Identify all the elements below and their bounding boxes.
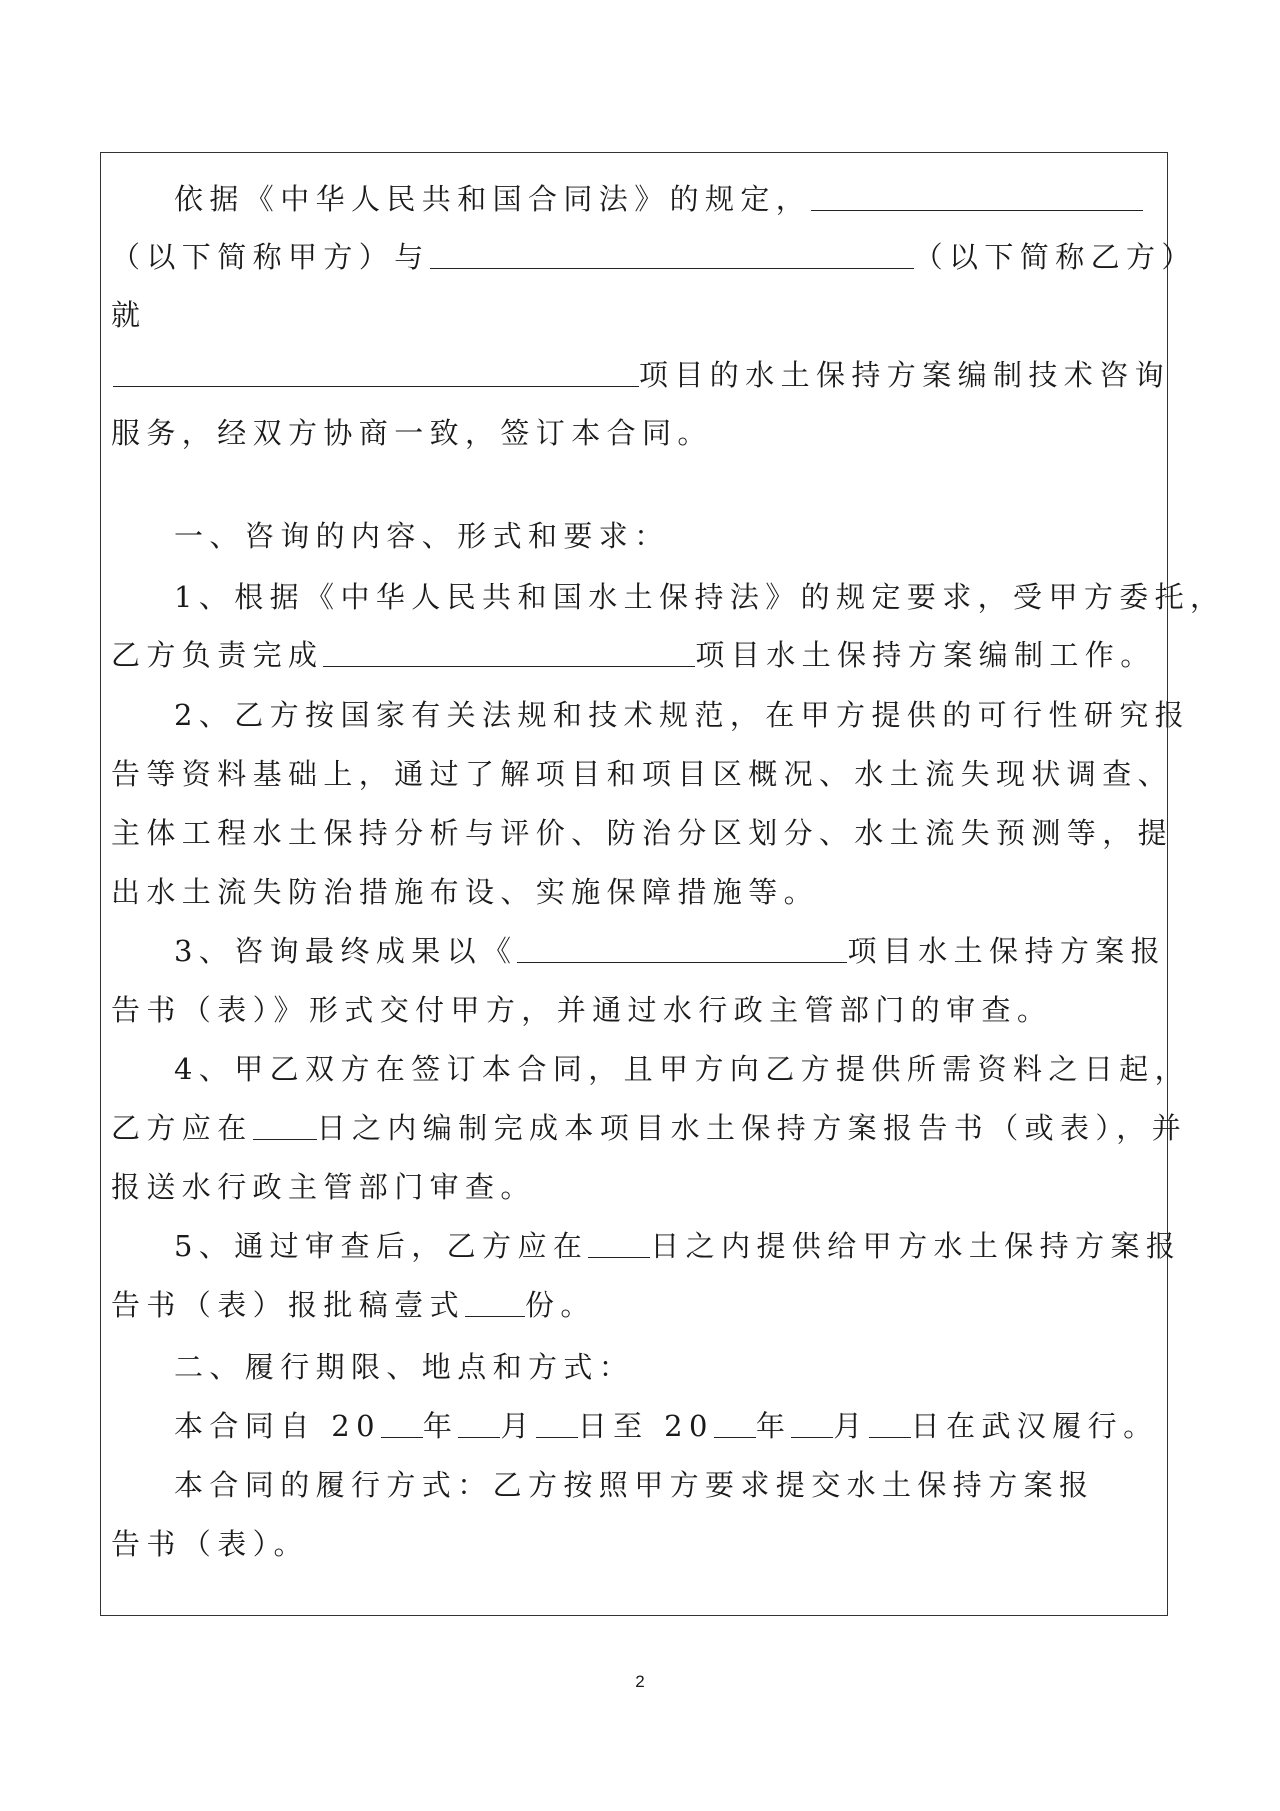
clause2-line-1: 2、乙方按国家有关法规和技术规范，在甲方提供的可行性研究报	[174, 698, 1191, 732]
project-name-blank[interactable]	[113, 356, 639, 387]
end-day-blank[interactable]	[869, 1407, 911, 1438]
intro-text-2b: （以下简称乙方）	[913, 240, 1197, 274]
section2-heading: 二、履行期限、地点和方式：	[174, 1350, 635, 1384]
performance-period-line: 本合同自 20 年 月 日至 20 年 月 日在武汉履行。	[174, 1409, 1159, 1443]
clause4-line-1: 4、甲乙双方在签订本合同，且甲方向乙方提供所需资料之日起，	[174, 1052, 1191, 1086]
clause1-line-1: 1、根据《中华人民共和国水土保持法》的规定要求，受甲方委托，	[174, 580, 1226, 614]
clause3-project-blank[interactable]	[517, 932, 847, 963]
clause4-line-2: 乙方应在 日之内编制完成本项目水土保持方案报告书（或表），并	[111, 1111, 1188, 1145]
clause5-line-2: 告书（表）报批稿壹式 份。	[111, 1288, 596, 1322]
clause4-days-blank[interactable]	[253, 1109, 317, 1140]
section1-heading: 一、咨询的内容、形式和要求：	[174, 519, 670, 553]
performance-method-line-2: 告书（表）。	[111, 1527, 309, 1561]
clause4-line-3: 报送水行政主管部门审查。	[111, 1170, 536, 1204]
party-a-blank[interactable]	[811, 180, 1143, 211]
contract-frame	[100, 152, 1226, 1616]
clause5-line-1: 5、通过审查后，乙方应在 日之内提供给甲方水土保持方案报	[174, 1229, 1182, 1263]
intro-line-2	[111, 237, 1197, 277]
clause2-line-2: 告等资料基础上，通过了解项目和项目区概况、水土流失现状调查、	[111, 757, 1174, 791]
end-month-blank[interactable]	[791, 1407, 833, 1438]
intro-text-4: 项目的水土保持方案编制技术咨询	[639, 358, 1171, 392]
clause2-line-3: 主体工程水土保持分析与评价、防治分区划分、水土流失预测等，提	[111, 816, 1174, 850]
intro-line-1	[174, 179, 1143, 219]
intro-line-4	[113, 355, 1170, 395]
end-year-blank[interactable]	[714, 1407, 756, 1438]
intro-text-5: 服务，经双方协商一致，签订本合同。	[111, 416, 713, 450]
clause2-line-4: 出水土流失防治措施布设、实施保障措施等。	[111, 875, 820, 909]
clause5-copies-blank[interactable]	[465, 1286, 525, 1317]
clause1-line-2: 乙方负责完成 项目水土保持方案编制工作。	[111, 638, 1156, 672]
intro-text-1: 依据《中华人民共和国合同法》的规定，	[174, 182, 812, 216]
intro-text-2a: （以下简称甲方）与	[111, 240, 430, 274]
clause3-line-2: 告书（表）》形式交付甲方，并通过水行政主管部门的审查。	[111, 993, 1053, 1027]
clause5-days-blank[interactable]	[588, 1227, 650, 1258]
party-b-blank[interactable]	[430, 238, 914, 269]
performance-method-line-1: 本合同的履行方式：乙方按照甲方要求提交水土保持方案报	[174, 1468, 1095, 1502]
intro-line-3	[111, 295, 146, 335]
clause3-line-1: 3、咨询最终成果以《 项目水土保持方案报	[174, 934, 1167, 968]
intro-line-5	[111, 413, 713, 453]
start-day-blank[interactable]	[536, 1407, 578, 1438]
intro-text-3: 就	[111, 298, 147, 332]
start-month-blank[interactable]	[458, 1407, 500, 1438]
clause1-project-blank[interactable]	[323, 636, 695, 667]
start-year-blank[interactable]	[381, 1407, 423, 1438]
page-number: 2	[635, 1672, 645, 1691]
